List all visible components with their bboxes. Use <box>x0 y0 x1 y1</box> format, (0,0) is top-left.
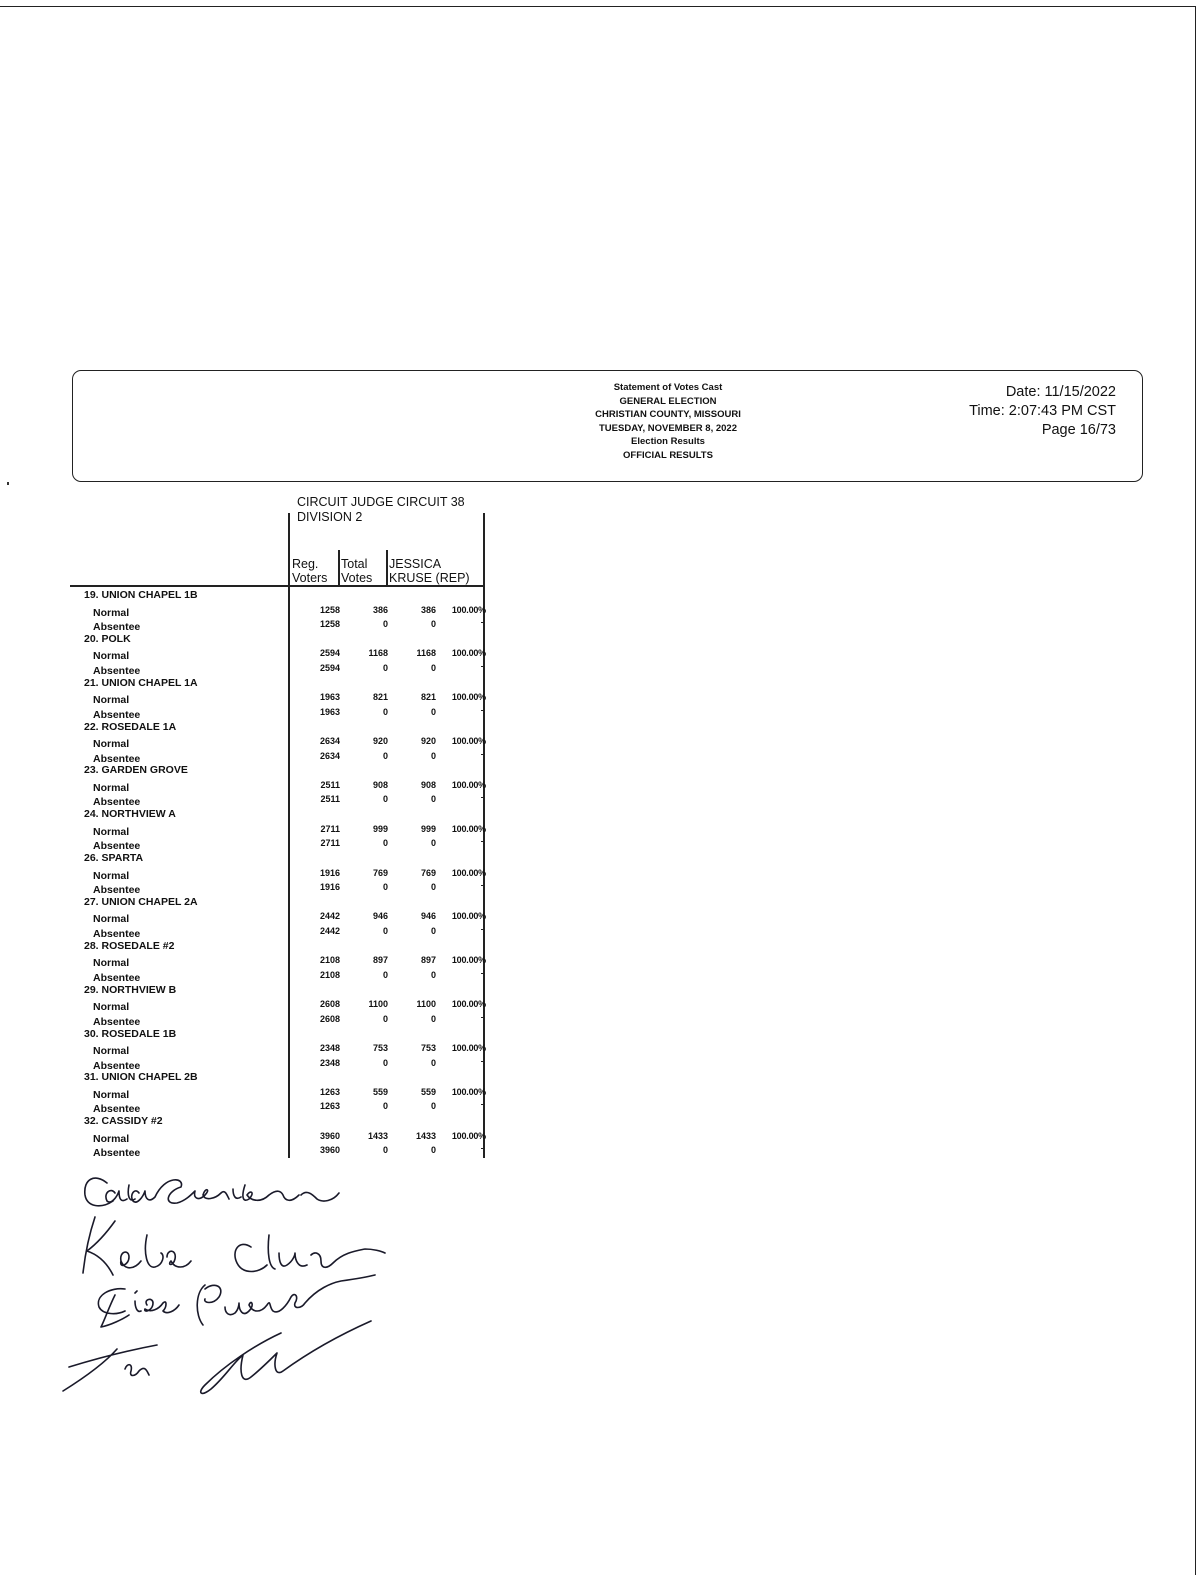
vote-type-label: Normal <box>93 694 130 707</box>
vote-type-label: Absentee <box>93 1103 141 1116</box>
vote-type-label: Normal <box>93 606 130 619</box>
total-votes-cell: 0 <box>382 969 388 980</box>
contest-title-line2: DIVISION 2 <box>297 510 363 524</box>
precinct-row <box>0 1115 500 1130</box>
results-label: Election Results <box>631 436 705 448</box>
precinct-row <box>0 721 500 736</box>
precinct-name: 26. SPARTA <box>84 852 144 865</box>
report-title-block <box>513 381 823 463</box>
candidate-votes-cell: 999 <box>420 823 436 834</box>
total-votes-cell: 0 <box>382 1101 388 1112</box>
total-votes-cell: 0 <box>382 882 388 893</box>
candidate-votes-cell: 0 <box>430 882 436 893</box>
table-row-absentee <box>0 706 500 721</box>
vote-type-label: Normal <box>93 781 130 794</box>
reg-voters-cell: 2594 <box>319 648 340 659</box>
official-label: OFFICIAL RESULTS <box>623 449 713 461</box>
total-votes-cell: 999 <box>372 823 388 834</box>
total-votes-cell: 753 <box>372 1043 388 1053</box>
vote-type-label: Absentee <box>93 752 141 765</box>
candidate-votes-cell: 0 <box>430 1013 436 1024</box>
table-row-normal <box>0 779 500 794</box>
vote-type-label: Absentee <box>93 664 141 677</box>
reg-voters-cell: 2348 <box>319 1043 340 1053</box>
vote-type-label: Normal <box>93 738 130 751</box>
table-row-normal <box>0 867 500 882</box>
reg-voters-cell: 2442 <box>319 925 340 936</box>
percent-cell: 100.00% <box>451 999 486 1010</box>
vote-type-label: Absentee <box>93 884 141 897</box>
percent-cell <box>436 707 486 717</box>
table-row-normal <box>0 1086 500 1101</box>
candidate-votes-cell: 897 <box>420 955 436 966</box>
precinct-name: 23. GARDEN GROVE <box>84 764 188 777</box>
page-border-right <box>1195 6 1196 1575</box>
contest-title-line1: CIRCUIT JUDGE CIRCUIT 38 <box>297 495 465 509</box>
candidate-votes-cell: 908 <box>420 779 436 790</box>
reg-voters-cell: 2594 <box>319 662 340 673</box>
candidate-votes-cell: 1433 <box>415 1130 436 1141</box>
table-row-normal <box>0 1130 500 1145</box>
candidate-votes-cell: 0 <box>430 662 436 673</box>
percent-cell <box>436 1145 486 1155</box>
reg-voters-cell: 1258 <box>319 619 340 629</box>
precinct-row <box>0 896 500 911</box>
candidate-votes-cell: 0 <box>430 969 436 980</box>
reg-voters-cell: 1263 <box>319 1086 340 1097</box>
report-header <box>72 370 1143 482</box>
reg-voters-cell: 2511 <box>320 779 340 790</box>
total-votes-cell: 897 <box>372 955 388 966</box>
signature-3 <box>98 1275 375 1327</box>
precinct-row <box>0 808 500 823</box>
precinct-name: 24. NORTHVIEW A <box>84 808 176 821</box>
table-row-normal <box>0 998 500 1013</box>
col-divider-cand <box>386 550 388 586</box>
signature-4 <box>63 1321 371 1393</box>
percent-cell <box>436 1101 486 1111</box>
candidate-votes-cell: 1168 <box>416 648 436 659</box>
reg-voters-cell: 2348 <box>319 1057 340 1068</box>
candidate-votes-cell: 821 <box>420 692 436 703</box>
percent-cell <box>436 619 486 629</box>
candidate-votes-cell: 0 <box>430 925 436 936</box>
percent-cell <box>436 882 486 892</box>
total-votes-cell: 0 <box>382 838 388 849</box>
table-row-absentee <box>0 1144 500 1159</box>
table-row-absentee <box>0 881 500 896</box>
percent-cell <box>436 751 486 761</box>
table-row-absentee <box>0 618 500 633</box>
percent-cell <box>436 663 486 673</box>
total-votes-cell: 821 <box>372 692 388 703</box>
candidate-votes-cell: 0 <box>430 794 436 805</box>
total-votes-cell: 0 <box>382 750 388 761</box>
contest-title <box>297 495 497 525</box>
total-votes-cell: 0 <box>382 1057 388 1068</box>
vote-type-label: Normal <box>93 913 130 926</box>
table-row-normal <box>0 1042 500 1057</box>
table-row-normal <box>0 910 500 925</box>
election-name: GENERAL ELECTION <box>619 395 717 407</box>
total-votes-cell: 559 <box>372 1086 388 1097</box>
signature-1 <box>85 1178 339 1206</box>
percent-cell: 100.00% <box>451 779 486 790</box>
col-header-total-votes <box>341 557 372 585</box>
reg-voters-cell: 1963 <box>319 706 340 717</box>
signature-2 <box>83 1217 385 1275</box>
table-row-absentee <box>0 1013 500 1028</box>
reg-voters-cell: 1258 <box>319 604 340 615</box>
precinct-row <box>0 940 500 955</box>
candidate-votes-cell: 0 <box>430 1145 436 1156</box>
reg-voters-cell: 3960 <box>319 1145 340 1156</box>
reg-voters-cell: 1963 <box>319 692 340 703</box>
vote-type-label: Normal <box>93 957 130 970</box>
total-votes-cell: 0 <box>382 662 388 673</box>
percent-cell <box>436 970 486 980</box>
precinct-name: 32. CASSIDY #2 <box>84 1115 163 1128</box>
col-header-total-line1: Total <box>341 557 368 571</box>
vote-type-label: Absentee <box>93 796 141 809</box>
vote-type-label: Absentee <box>93 621 141 633</box>
reg-voters-cell: 2608 <box>319 1013 340 1024</box>
total-votes-cell: 0 <box>382 1013 388 1024</box>
candidate-votes-cell: 0 <box>430 838 436 849</box>
percent-cell: 100.00% <box>451 692 486 703</box>
reg-voters-cell: 1916 <box>319 882 340 893</box>
percent-cell <box>436 926 486 936</box>
percent-cell: 100.00% <box>451 955 486 966</box>
precinct-name: 20. POLK <box>84 632 131 645</box>
total-votes-cell: 0 <box>382 925 388 936</box>
candidate-votes-cell: 769 <box>420 867 436 878</box>
vote-type-label: Normal <box>93 650 130 663</box>
reg-voters-cell: 2108 <box>319 955 340 966</box>
precinct-row <box>0 852 500 867</box>
percent-cell: 100.00% <box>451 1086 486 1097</box>
reg-voters-cell: 2511 <box>320 794 340 805</box>
candidate-votes-cell: 0 <box>430 706 436 717</box>
page-border-top <box>0 6 1196 7</box>
percent-cell: 100.00% <box>451 867 486 878</box>
vote-type-label: Normal <box>93 825 130 838</box>
precinct-name: 22. ROSEDALE 1A <box>84 720 177 733</box>
page-number: Page 16/73 <box>1041 422 1116 438</box>
percent-cell: 100.00% <box>451 736 486 747</box>
percent-cell: 100.00% <box>451 1130 486 1141</box>
reg-voters-cell: 1263 <box>319 1101 340 1112</box>
total-votes-cell: 1168 <box>368 648 388 659</box>
col-header-cand-line2: KRUSE (REP) <box>389 571 470 585</box>
candidate-votes-cell: 753 <box>420 1043 436 1053</box>
precinct-name: 27. UNION CHAPEL 2A <box>84 895 198 908</box>
total-votes-cell: 386 <box>372 604 388 615</box>
percent-cell <box>436 1058 486 1068</box>
vote-type-label: Absentee <box>93 971 141 984</box>
reg-voters-cell: 3960 <box>319 1130 340 1141</box>
table-row-absentee <box>0 1057 500 1072</box>
reg-voters-cell: 2608 <box>319 999 340 1010</box>
table-row-normal <box>0 691 500 706</box>
candidate-votes-cell: 0 <box>430 619 436 629</box>
precinct-row <box>0 677 500 692</box>
percent-cell: 100.00% <box>451 823 486 834</box>
table-row-normal <box>0 823 500 838</box>
precinct-row <box>0 633 500 648</box>
table-row-absentee <box>0 750 500 765</box>
candidate-votes-cell: 0 <box>430 750 436 761</box>
vote-type-label: Absentee <box>93 840 141 853</box>
reg-voters-cell: 2442 <box>319 911 340 922</box>
signature-block <box>55 1165 395 1405</box>
candidate-votes-cell: 1100 <box>416 999 436 1010</box>
total-votes-cell: 1433 <box>367 1130 388 1141</box>
col-header-total-line2: Votes <box>341 571 373 585</box>
table-row-absentee <box>0 837 500 852</box>
table-row-absentee <box>0 662 500 677</box>
precinct-name: 29. NORTHVIEW B <box>84 983 177 996</box>
vote-type-label: Absentee <box>93 1059 141 1072</box>
percent-cell <box>436 794 486 804</box>
reg-voters-cell: 2711 <box>320 838 340 849</box>
vote-type-label: Absentee <box>93 927 141 940</box>
precinct-name: 19. UNION CHAPEL 1B <box>84 589 198 601</box>
vote-type-label: Normal <box>93 1088 130 1101</box>
table-row-absentee <box>0 969 500 984</box>
precinct-row <box>0 764 500 779</box>
total-votes-cell: 908 <box>372 779 388 790</box>
report-meta <box>969 383 1116 440</box>
jurisdiction: CHRISTIAN COUNTY, MISSOURI <box>595 409 741 421</box>
reg-voters-cell: 2711 <box>320 823 340 834</box>
total-votes-cell: 0 <box>382 619 388 629</box>
candidate-votes-cell: 0 <box>430 1057 436 1068</box>
percent-cell: 100.00% <box>451 604 486 615</box>
table-row-normal <box>0 954 500 969</box>
report-time: Time: 2:07:43 PM CST <box>969 403 1116 419</box>
report-date: Date: 11/15/2022 <box>1005 384 1116 400</box>
percent-cell: 100.00% <box>451 1043 486 1053</box>
table-row-normal <box>0 647 500 662</box>
percent-cell <box>436 838 486 848</box>
reg-voters-cell: 2634 <box>319 736 340 747</box>
vote-type-label: Normal <box>93 1001 130 1014</box>
col-header-reg-line1: Reg. <box>292 557 319 571</box>
table-row-normal <box>0 604 500 619</box>
total-votes-cell: 0 <box>382 794 388 805</box>
total-votes-cell: 920 <box>372 736 388 747</box>
vote-type-label: Absentee <box>93 1147 141 1160</box>
precinct-name: 30. ROSEDALE 1B <box>84 1027 177 1040</box>
candidate-votes-cell: 946 <box>420 911 436 922</box>
table-row-absentee <box>0 1100 500 1115</box>
candidate-votes-cell: 559 <box>420 1086 436 1097</box>
reg-voters-cell: 2634 <box>319 750 340 761</box>
scan-speck <box>7 482 9 485</box>
percent-cell <box>436 1014 486 1024</box>
total-votes-cell: 769 <box>372 867 388 878</box>
total-votes-cell: 0 <box>382 1145 388 1156</box>
report-title: Statement of Votes Cast <box>613 382 723 393</box>
total-votes-cell: 946 <box>372 911 388 922</box>
total-votes-cell: 1100 <box>368 999 388 1010</box>
col-header-candidate <box>389 557 470 585</box>
table-row-absentee <box>0 793 500 808</box>
precinct-name: 31. UNION CHAPEL 2B <box>84 1071 198 1084</box>
precinct-row <box>0 1071 500 1086</box>
vote-type-label: Absentee <box>93 1015 141 1028</box>
precinct-row <box>0 984 500 999</box>
reg-voters-cell: 1916 <box>319 867 340 878</box>
col-header-reg-line2: Voters <box>292 571 328 585</box>
vote-type-label: Normal <box>93 1132 130 1145</box>
total-votes-cell: 0 <box>382 706 388 717</box>
col-header-cand-line1: JESSICA <box>389 557 442 571</box>
table-row-normal <box>0 735 500 750</box>
election-date: TUESDAY, NOVEMBER 8, 2022 <box>599 422 737 434</box>
vote-type-label: Absentee <box>93 708 141 721</box>
table-row-absentee <box>0 925 500 940</box>
precinct-name: 21. UNION CHAPEL 1A <box>84 676 198 689</box>
precinct-row <box>0 1028 500 1043</box>
candidate-votes-cell: 0 <box>430 1101 436 1112</box>
precinct-row <box>0 589 500 604</box>
candidate-votes-cell: 386 <box>420 604 436 615</box>
col-divider-total <box>338 550 340 586</box>
vote-type-label: Normal <box>93 869 130 882</box>
header-underline <box>70 585 485 587</box>
candidate-votes-cell: 920 <box>420 736 436 747</box>
percent-cell: 100.00% <box>451 648 486 659</box>
vote-type-label: Normal <box>93 1045 130 1057</box>
precinct-name: 28. ROSEDALE #2 <box>84 939 175 952</box>
percent-cell: 100.00% <box>451 911 486 922</box>
reg-voters-cell: 2108 <box>319 969 340 980</box>
col-header-reg-voters <box>292 557 327 585</box>
